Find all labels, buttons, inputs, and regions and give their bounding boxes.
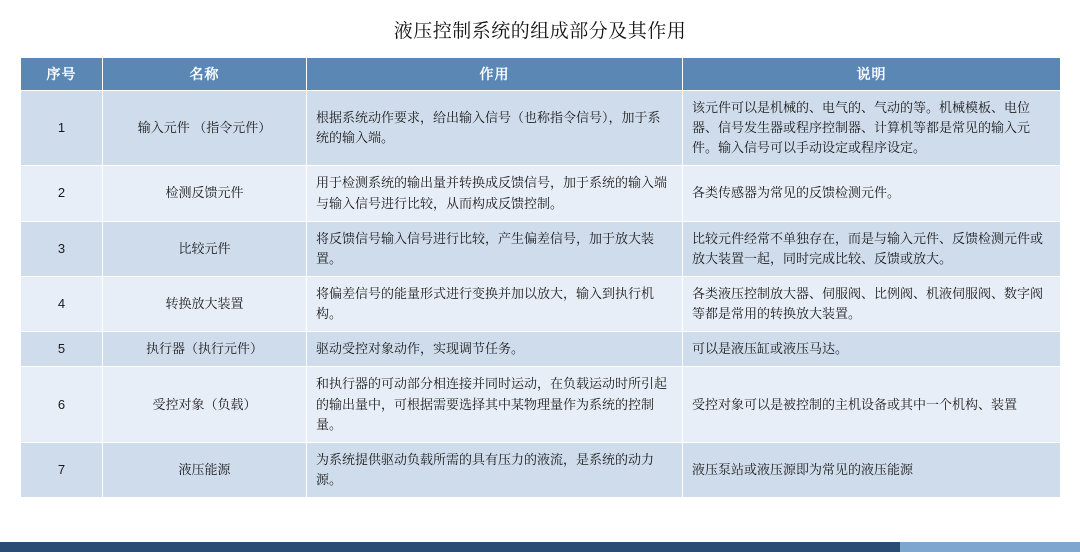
cell-note: 可以是液压缸或液压马达。	[683, 332, 1061, 367]
table-row	[21, 442, 1061, 497]
cell-name: 转换放大装置	[103, 276, 307, 331]
cell-note: 各类传感器为常见的反馈检测元件。	[683, 166, 1061, 221]
cell-note: 比较元件经常不单独存在，而是与输入元件、反馈检测元件或放大装置一起，同时完成比较、反馈或放大。	[683, 221, 1061, 276]
cell-name: 液压能源	[103, 442, 307, 497]
cell-role: 为系统提供驱动负载所需的具有压力的液流，是系统的动力源。	[307, 442, 683, 497]
page-title: 液压控制系统的组成部分及其作用	[393, 21, 687, 42]
column-header-name: 名称	[103, 58, 307, 91]
cell-index: 7	[21, 442, 103, 497]
footer-bar	[0, 542, 1080, 552]
cell-role: 将反馈信号输入信号进行比较，产生偏差信号，加于放大装置。	[307, 221, 683, 276]
cell-note: 各类液压控制放大器、伺服阀、比例阀、机液伺服阀、数字阀等都是常用的转换放大装置。	[683, 276, 1061, 331]
cell-name: 检测反馈元件	[103, 166, 307, 221]
cell-index: 5	[21, 332, 103, 367]
column-header-note: 说明	[683, 58, 1061, 91]
footer-accent	[900, 542, 1080, 552]
cell-name: 比较元件	[103, 221, 307, 276]
cell-index: 1	[21, 91, 103, 166]
cell-index: 3	[21, 221, 103, 276]
cell-role: 驱动受控对象动作，实现调节任务。	[307, 332, 683, 367]
cell-index: 4	[21, 276, 103, 331]
column-header-role: 作用	[307, 58, 683, 91]
cell-role: 用于检测系统的输出量并转换成反馈信号，加于系统的输入端与输入信号进行比较，从而构成反馈控制。	[307, 166, 683, 221]
cell-role: 将偏差信号的能量形式进行变换并加以放大，输入到执行机构。	[307, 276, 683, 331]
table-row	[21, 332, 1061, 367]
table-header	[21, 58, 1061, 91]
table-header-row	[21, 58, 1061, 91]
table-row	[21, 166, 1061, 221]
cell-name: 输入元件 （指令元件）	[103, 91, 307, 166]
cell-role: 和执行器的可动部分相连接并同时运动，在负载运动时所引起的输出量中，可根据需要选择其中某物理量作为系统的控制量。	[307, 367, 683, 442]
cell-note: 液压泵站或液压源即为常见的液压能源	[683, 442, 1061, 497]
cell-name: 受控对象（负载）	[103, 367, 307, 442]
table-body	[21, 91, 1061, 498]
cell-note: 该元件可以是机械的、电气的、气动的等。机械模板、电位器、信号发生器或程序控制器、计算机等都是常见的输入元件。输入信号可以手动设定或程序设定。	[683, 91, 1061, 166]
cell-note: 受控对象可以是被控制的主机设备或其中一个机构、装置	[683, 367, 1061, 442]
table-row	[21, 276, 1061, 331]
table-row	[21, 221, 1061, 276]
table-row	[21, 91, 1061, 166]
column-header-index: 序号	[21, 58, 103, 91]
table-row	[21, 367, 1061, 442]
cell-index: 6	[21, 367, 103, 442]
cell-name: 执行器（执行元件）	[103, 332, 307, 367]
cell-index: 2	[21, 166, 103, 221]
cell-role: 根据系统动作要求，给出输入信号（也称指令信号），加于系统的输入端。	[307, 91, 683, 166]
components-table	[20, 57, 1061, 498]
